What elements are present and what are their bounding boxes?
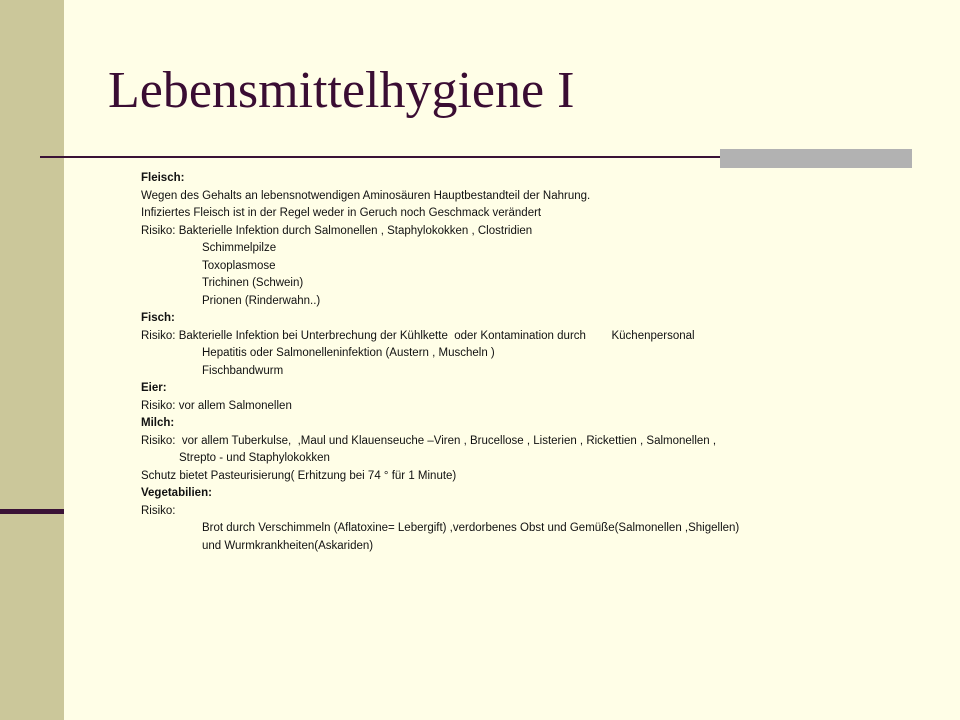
body-line: Prionen (Rinderwahn..)	[202, 294, 321, 307]
body-line: und Wurmkrankheiten(Askariden)	[202, 539, 374, 552]
slide-body	[141, 170, 941, 555]
body-line: Milch:	[141, 417, 175, 429]
body-line: Schutz bietet Pasteurisierung( Erhitzung bei 74 ° für 1 Minute)	[141, 469, 457, 482]
body-line: Toxoplasmose	[202, 259, 276, 272]
body-line: Risiko:	[141, 504, 176, 517]
side-bar	[0, 0, 64, 720]
body-line: Vegetabilien:	[141, 487, 212, 499]
title-divider-accent	[720, 149, 912, 168]
body-line: Risiko: vor allem Salmonellen	[141, 399, 292, 412]
body-line: Fisch:	[141, 312, 175, 324]
body-line: Risiko: vor allem Tuberkulse, ,Maul und Klauenseuche –Viren , Brucellose , Listerien , Rickettien , Salmonellen ,	[141, 434, 717, 447]
body-line: Wegen des Gehalts an lebensnotwendigen Aminosäuren Hauptbestandteil der Nahrung.	[141, 189, 591, 202]
body-line: Trichinen (Schwein)	[202, 277, 304, 289]
body-line: Strepto - und Staphylokokken	[179, 452, 330, 464]
body-line: Risiko: Bakterielle Infektion bei Unterbrechung der Kühlkette oder Kontamination durch Küchenpersonal	[141, 329, 695, 342]
body-line: Fischbandwurm	[202, 364, 284, 377]
body-line: Risiko: Bakterielle Infektion durch Salmonellen , Staphylokokken , Clostridien	[141, 224, 533, 237]
body-line: Hepatitis oder Salmonelleninfektion (Austern , Muscheln )	[202, 347, 495, 359]
body-line: Eier:	[141, 382, 167, 394]
slide-title: Lebensmittelhygiene I	[108, 62, 575, 119]
side-bar-accent	[0, 509, 64, 514]
body-line: Fleisch:	[141, 172, 185, 184]
body-line: Infiziertes Fleisch ist in der Regel weder in Geruch noch Geschmack verändert	[141, 207, 542, 219]
body-line: Schimmelpilze	[202, 242, 277, 254]
body-line: Brot durch Verschimmeln (Aflatoxine= Lebergift) ,verdorbenes Obst und Gemüße(Salmonellen ,Shigellen)	[202, 522, 740, 534]
